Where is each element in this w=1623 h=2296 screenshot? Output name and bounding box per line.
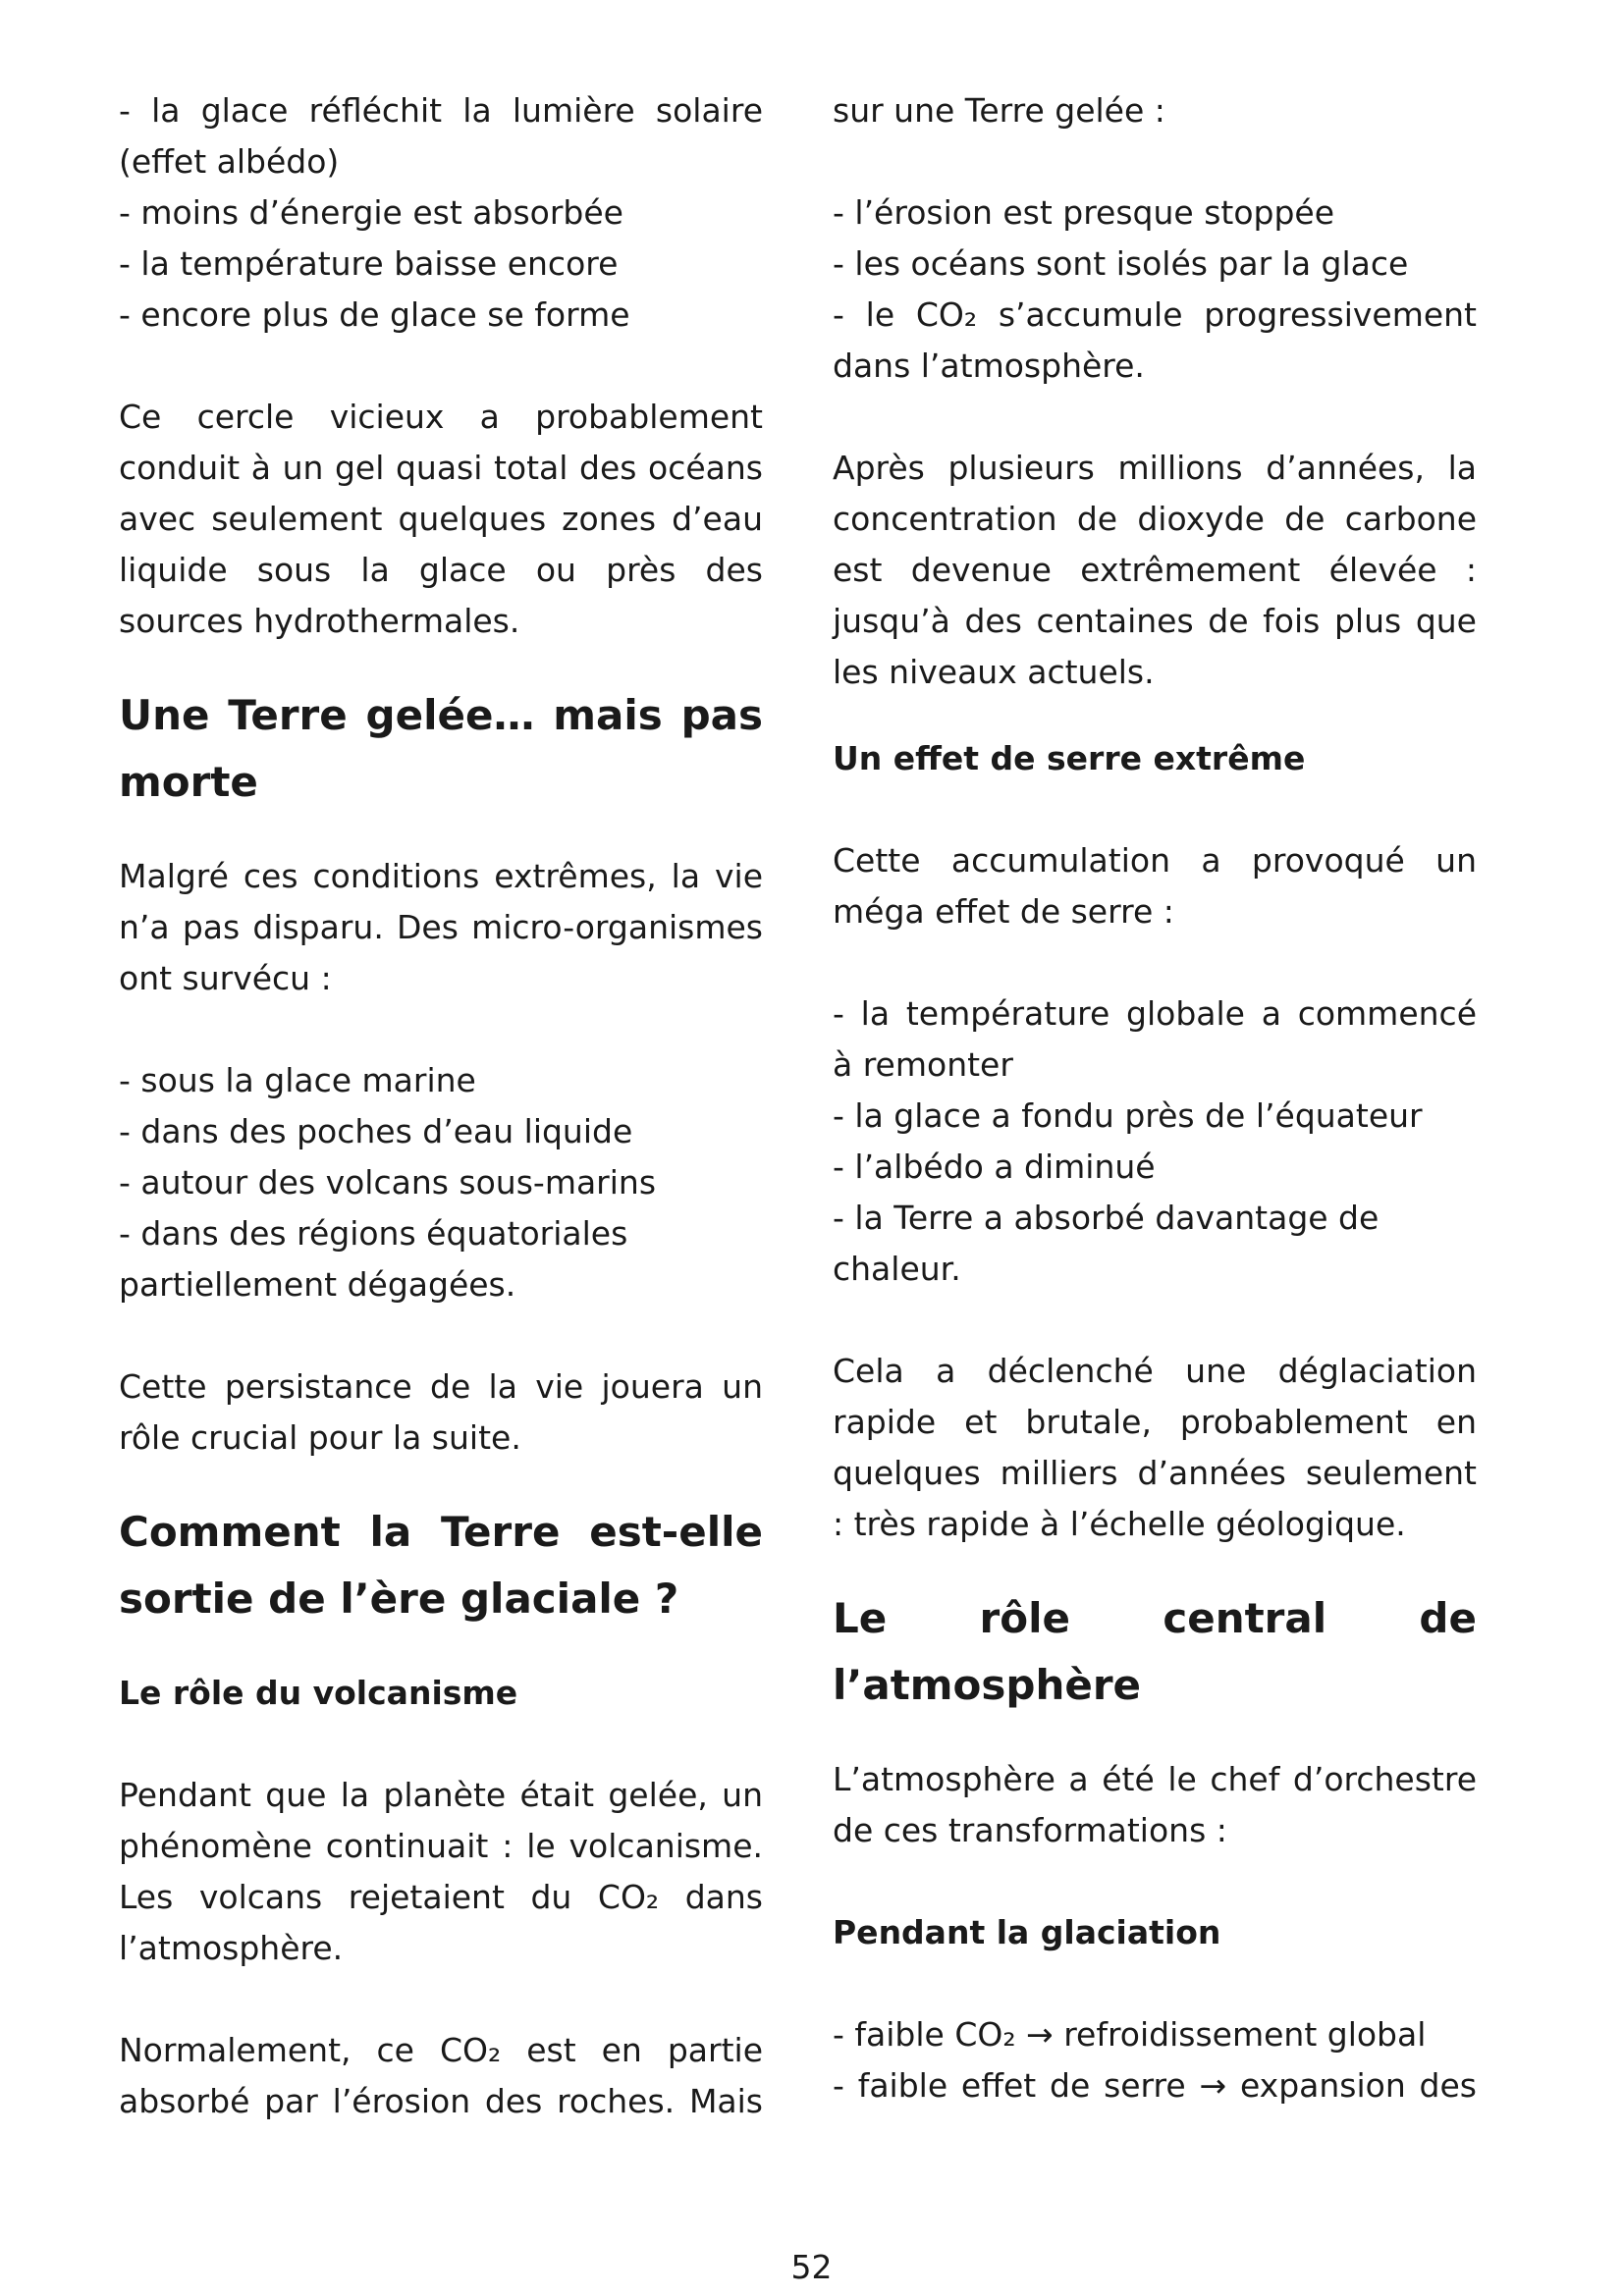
text-line: absorbé par l’érosion des roches. Mais — [119, 2082, 763, 2120]
text-line: - autour des volcans sous-marins — [119, 1163, 657, 1201]
text-line: conduit à un gel quasi total des océans — [119, 449, 763, 487]
text-line: l’atmosphère. — [119, 1929, 344, 1967]
text-line: - les océans sont isolés par la glace — [833, 244, 1409, 283]
text-line: concentration de dioxyde de carbone — [833, 500, 1477, 538]
text-line: - le CO₂ s’accumule progressivement — [833, 295, 1477, 334]
text-line: : très rapide à l’échelle géologique. — [833, 1505, 1406, 1543]
text-line: - l’érosion est presque stoppée — [833, 193, 1335, 232]
text-line: de ces transformations : — [833, 1811, 1227, 1849]
text-line: à remonter — [833, 1045, 1013, 1084]
text-line: avec seulement quelques zones d’eau — [119, 500, 763, 538]
text-line: - faible CO₂ → refroidissement global — [833, 2015, 1427, 2054]
section-heading: Comment la Terre est-elle — [119, 1508, 763, 1556]
text-line: jusqu’à des centaines de fois plus que — [833, 602, 1477, 640]
text-line: - moins d’énergie est absorbée — [119, 193, 623, 232]
text-line: - dans des régions équatoriales — [119, 1214, 628, 1253]
text-line: Cette persistance de la vie jouera un — [119, 1367, 763, 1406]
text-line: chaleur. — [833, 1250, 961, 1288]
subsection-heading: Pendant la glaciation — [833, 1913, 1221, 1951]
text-line: sources hydrothermales. — [119, 602, 520, 640]
text-line: rôle crucial pour la suite. — [119, 1418, 521, 1457]
text-line: (effet albédo) — [119, 142, 340, 181]
text-line: - la glace a fondu près de l’équateur — [833, 1096, 1423, 1135]
page-number: 52 — [790, 2248, 833, 2286]
text-line: est devenue extrêmement élevée : — [833, 551, 1477, 589]
text-line: phénomène continuait : le volcanisme. — [119, 1827, 763, 1865]
text-line: Normalement, ce CO₂ est en partie — [119, 2031, 763, 2069]
text-line: rapide et brutale, probablement en — [833, 1403, 1477, 1441]
text-line: Pendant que la planète était gelée, un — [119, 1776, 763, 1814]
text-line: Ce cercle vicieux a probablement — [119, 398, 763, 436]
text-line: - la température baisse encore — [119, 244, 619, 283]
text-line: - la glace réfléchit la lumière solaire — [119, 91, 763, 130]
text-line: Cette accumulation a provoqué un — [833, 841, 1477, 880]
text-line: - la Terre a absorbé davantage de — [833, 1199, 1380, 1237]
text-line: Après plusieurs millions d’années, la — [833, 449, 1477, 487]
text-line: - encore plus de glace se forme — [119, 295, 630, 334]
text-line: L’atmosphère a été le chef d’orchestre — [833, 1760, 1477, 1798]
text-line: - sous la glace marine — [119, 1061, 476, 1099]
section-heading: sortie de l’ère glaciale ? — [119, 1575, 679, 1623]
text-line: Cela a déclenché une déglaciation — [833, 1352, 1477, 1390]
text-line: partiellement dégagées. — [119, 1265, 516, 1304]
text-line: Malgré ces conditions extrêmes, la vie — [119, 857, 763, 895]
text-line: n’a pas disparu. Des micro-organismes — [119, 908, 763, 946]
text-line: - dans des poches d’eau liquide — [119, 1112, 633, 1150]
section-heading: l’atmosphère — [833, 1661, 1142, 1709]
text-line: - la température globale a commencé — [833, 994, 1477, 1033]
text-line: méga effet de serre : — [833, 892, 1174, 931]
section-heading: Une Terre gelée… mais pas — [119, 691, 763, 739]
text-line: ont survécu : — [119, 959, 332, 997]
text-line: - faible effet de serre → expansion des — [833, 2066, 1477, 2105]
right-column — [833, 85, 1477, 2111]
subsection-heading: Un effet de serre extrême — [833, 739, 1306, 777]
section-heading: morte — [119, 758, 258, 806]
text-line: Les volcans rejetaient du CO₂ dans — [119, 1878, 763, 1916]
left-column — [119, 85, 763, 2127]
text-line: quelques milliers d’années seulement — [833, 1454, 1477, 1492]
text-line: les niveaux actuels. — [833, 653, 1155, 691]
text-line: liquide sous la glace ou près des — [119, 551, 763, 589]
text-line: sur une Terre gelée : — [833, 91, 1165, 130]
text-line: dans l’atmosphère. — [833, 347, 1145, 385]
text-line: - l’albédo a diminué — [833, 1148, 1156, 1186]
subsection-heading: Le rôle du volcanisme — [119, 1674, 518, 1712]
section-heading: Le rôle central de — [833, 1594, 1477, 1642]
